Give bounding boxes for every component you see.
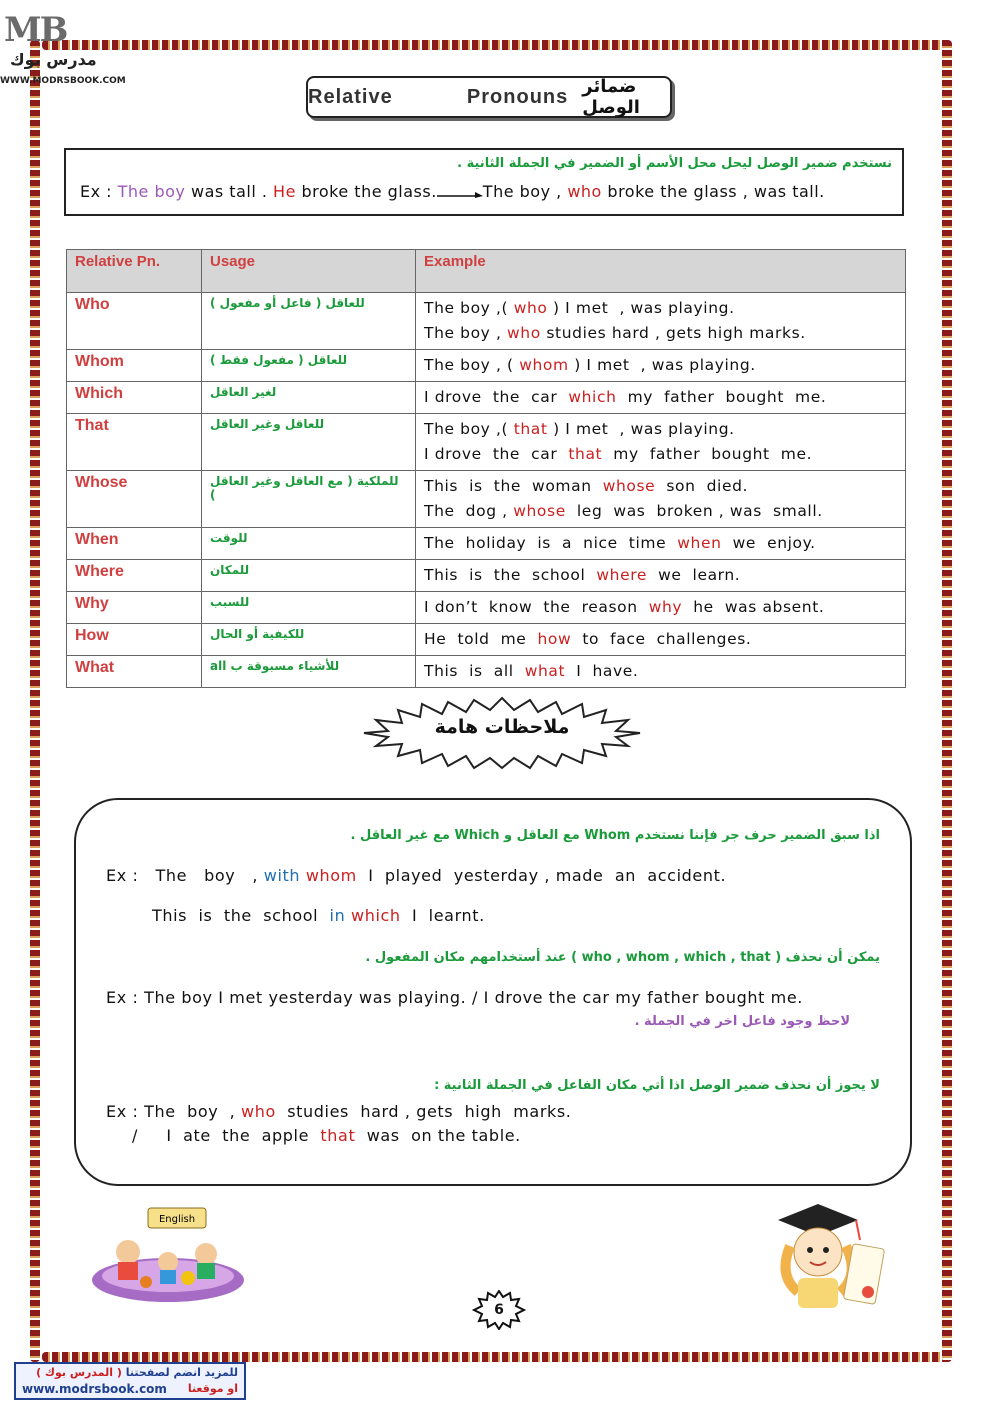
usage-text: للعاقل ( فاعل أو مفعول ) <box>210 296 365 310</box>
logo-arabic: مدرس بوك <box>10 50 97 69</box>
usage-cell <box>202 592 416 624</box>
example-cell <box>416 350 906 382</box>
note1-ex2-a: This is the school <box>152 906 330 925</box>
table-header-row <box>67 250 906 293</box>
example-text-before: I drove the car <box>424 445 569 463</box>
example-cell <box>416 293 906 350</box>
example-keyword: whose <box>513 502 566 520</box>
example-cell <box>416 528 906 560</box>
usage-text: للملكية ( مع العاقل وغير العاقل ) <box>210 474 399 502</box>
example-cell <box>416 382 906 414</box>
note1-ex1-with: with <box>263 866 301 885</box>
relative-pronoun-cell: What <box>67 656 202 688</box>
example-line <box>424 595 897 620</box>
example-text-after: son died. <box>655 477 749 495</box>
page-number: 6 <box>494 1302 504 1318</box>
example-text-after: to face challenges. <box>571 630 752 648</box>
title-arabic: ضمائر الوصل <box>582 76 640 118</box>
table-row <box>67 528 906 560</box>
usage-text: للكيفية أو الحال <box>210 627 305 641</box>
example-line <box>424 499 897 524</box>
relative-pronouns-table <box>66 249 906 688</box>
table-row <box>67 414 906 471</box>
page-border-right <box>942 40 952 1362</box>
table-row <box>67 656 906 688</box>
note3-example2 <box>132 1126 521 1145</box>
note3-ex1-b: studies hard , gets high marks. <box>275 1102 572 1121</box>
example-keyword: that <box>568 445 603 463</box>
example-line <box>424 353 897 378</box>
title-english: Relative Pronouns <box>308 85 569 108</box>
note1-example1 <box>106 866 726 885</box>
note2-example: Ex : The boy I met yesterday was playing. / I drove the car my father bought me. <box>106 988 803 1007</box>
example-line <box>424 296 897 321</box>
usage-cell <box>202 471 416 528</box>
note1-ex2-which: which <box>351 906 401 925</box>
example-cell <box>416 656 906 688</box>
usage-text: للعاقل ( مفعول فقط ) <box>210 353 348 367</box>
note3-ex1-a: Ex : The boy , <box>106 1102 242 1121</box>
intro-example <box>80 182 892 201</box>
relative-pronoun-cell: How <box>67 624 202 656</box>
note1-ex1-a: Ex : The boy , <box>106 866 264 885</box>
note1-ex1-whom: whom <box>305 866 357 885</box>
table-row <box>67 560 906 592</box>
example-text-after: I have. <box>565 662 639 680</box>
example-text-before: The dog , <box>424 502 514 520</box>
relative-pronoun-cell: When <box>67 528 202 560</box>
note1-ex2-b: I learnt. <box>400 906 485 925</box>
example-text-before: The boy , ( <box>424 356 520 374</box>
example-text-before: The boy ,( <box>424 420 514 438</box>
example-line <box>424 531 897 556</box>
example-text-before: This is the woman <box>424 477 603 495</box>
promo-url-link[interactable]: www.modrsbook.com <box>22 1382 167 1396</box>
page-title <box>306 76 672 118</box>
example-keyword: when <box>677 534 722 552</box>
usage-text: لغير العاقل <box>210 385 277 399</box>
relative-pronoun-cell: That <box>67 414 202 471</box>
example-text-after: my father bought me. <box>616 388 827 406</box>
example-cell <box>416 592 906 624</box>
note2-remark: لاحظ وجود فاعل اخر في الجملة . <box>634 1014 850 1029</box>
notes-box <box>74 798 912 1186</box>
note1-example2 <box>152 906 485 925</box>
table-row <box>67 624 906 656</box>
ex-result-a: The boy , <box>482 182 568 201</box>
note1-ex1-b: I played yesterday , made an accident. <box>356 866 727 885</box>
example-line <box>424 659 897 684</box>
example-keyword: that <box>513 420 548 438</box>
usage-text: للأشياء مسبوقة ب all <box>210 659 340 673</box>
graduate-girl-illustration <box>768 1196 894 1316</box>
example-text-before: I don’t know the reason <box>424 598 649 616</box>
usage-cell <box>202 382 416 414</box>
example-text-before: The holiday is a nice time <box>424 534 678 552</box>
relative-pronoun-cell: Which <box>67 382 202 414</box>
promo-page-name: ( المدرس بوك ) <box>36 1366 122 1379</box>
usage-cell <box>202 414 416 471</box>
example-keyword: whom <box>519 356 569 374</box>
page-border-bottom <box>42 1352 950 1362</box>
header-relative-pn: Relative Pn. <box>67 250 202 293</box>
page-number-badge <box>472 1290 526 1330</box>
example-text-before: The boy ,( <box>424 299 514 317</box>
note3-example1 <box>106 1102 571 1121</box>
example-text-before: The boy , <box>424 324 508 342</box>
example-keyword: who <box>507 324 541 342</box>
example-text-before: This is all <box>424 662 525 680</box>
example-line <box>424 321 897 346</box>
note3-ex2-b: was on the table. <box>355 1126 521 1145</box>
usage-text: للعاقل وغير العاقل <box>210 417 325 431</box>
note2-arabic: يمكن أن نحذف ( who , whom , which , that ) عند أستخدامهم مكان المفعول . <box>365 950 880 965</box>
relative-pronoun-cell: Why <box>67 592 202 624</box>
example-keyword: what <box>524 662 566 680</box>
usage-cell <box>202 293 416 350</box>
example-text-before: He told me <box>424 630 538 648</box>
example-line <box>424 563 897 588</box>
ex-who: who <box>567 182 602 201</box>
usage-cell <box>202 528 416 560</box>
note1-arabic: اذا سبق الضمير حرف جر فإننا نستخدم Whom مع العاقل و Which مع غير العاقل . <box>350 828 880 843</box>
note3-ex2-a: / I ate the apple <box>132 1126 321 1145</box>
example-text-after: leg was broken , was small. <box>565 502 823 520</box>
note3-arabic: لا يجوز أن نحذف ضمير الوصل اذا أتي مكان الفاعل في الجملة الثانية : <box>434 1078 880 1093</box>
example-line <box>424 417 897 442</box>
page-border-top <box>42 40 950 50</box>
relative-pronoun-cell: Who <box>67 293 202 350</box>
example-text-after: my father bought me. <box>602 445 813 463</box>
arrow-right-icon <box>437 188 483 198</box>
example-keyword: which <box>568 388 617 406</box>
ex-label: Ex : <box>80 182 118 201</box>
notes-heading: ملاحظات هامة <box>434 716 570 738</box>
relative-pronoun-cell: Where <box>67 560 202 592</box>
example-text-after: he was absent. <box>682 598 825 616</box>
ex-the-boy: The boy <box>117 182 186 201</box>
example-keyword: who <box>513 299 548 317</box>
logo-url: WWW.MODRSBOOK.COM <box>0 76 126 86</box>
example-line <box>424 627 897 652</box>
usage-text: للوقت <box>210 531 248 545</box>
example-line <box>424 442 897 467</box>
kids-reading-illustration <box>88 1200 248 1304</box>
table-row <box>67 293 906 350</box>
ex-was-tall: was tall . <box>185 182 274 201</box>
example-text-after: ) I met , was playing. <box>547 299 735 317</box>
usage-cell <box>202 560 416 592</box>
header-usage: Usage <box>202 250 416 293</box>
relative-pronoun-cell: Whom <box>67 350 202 382</box>
example-cell <box>416 560 906 592</box>
example-keyword: where <box>596 566 648 584</box>
example-keyword: why <box>648 598 683 616</box>
usage-text: للسبب <box>210 595 250 609</box>
table-row <box>67 382 906 414</box>
example-cell <box>416 414 906 471</box>
example-keyword: how <box>537 630 572 648</box>
table-row <box>67 350 906 382</box>
example-keyword: whose <box>602 477 656 495</box>
example-text-before: I drove the car <box>424 388 569 406</box>
table-row <box>67 592 906 624</box>
usage-text: للمكان <box>210 563 250 577</box>
example-text-after: we enjoy. <box>721 534 816 552</box>
ex-broke: broke the glass. <box>295 182 437 201</box>
example-cell <box>416 471 906 528</box>
table-row <box>67 471 906 528</box>
ex-he: He <box>273 182 296 201</box>
usage-cell <box>202 656 416 688</box>
usage-cell <box>202 350 416 382</box>
site-logo <box>0 0 126 90</box>
example-text-after: ) I met , was playing. <box>568 356 756 374</box>
usage-cell <box>202 624 416 656</box>
promo-line1 <box>36 1366 238 1379</box>
note3-ex1-who: who <box>241 1102 276 1121</box>
example-line <box>424 474 897 499</box>
note3-ex2-that: that <box>320 1126 356 1145</box>
page-border-left <box>30 40 40 1362</box>
example-text-before: This is the school <box>424 566 597 584</box>
example-text-after: we learn. <box>647 566 741 584</box>
example-text-after: studies hard , gets high marks. <box>540 324 806 342</box>
example-line <box>424 385 897 410</box>
relative-pronoun-cell: Whose <box>67 471 202 528</box>
promo-join: للمزيد انضم لصفحتنا <box>125 1366 238 1379</box>
kids-sign-text: English <box>158 1214 196 1225</box>
example-text-after: ) I met , was playing. <box>547 420 735 438</box>
logo-mark: MB <box>4 10 67 50</box>
intro-box <box>64 148 904 216</box>
intro-arabic-rule: نستخدم ضمير الوصل ليحل محل الأسم أو الضمير في الجملة الثانية . <box>457 156 892 171</box>
ex-result-b: broke the glass , was tall. <box>601 182 825 201</box>
promo-line2: او موقعنا <box>187 1382 238 1395</box>
header-example: Example <box>416 250 906 293</box>
example-cell <box>416 624 906 656</box>
promo-banner[interactable] <box>14 1362 246 1400</box>
note1-ex2-in: in <box>329 906 346 925</box>
